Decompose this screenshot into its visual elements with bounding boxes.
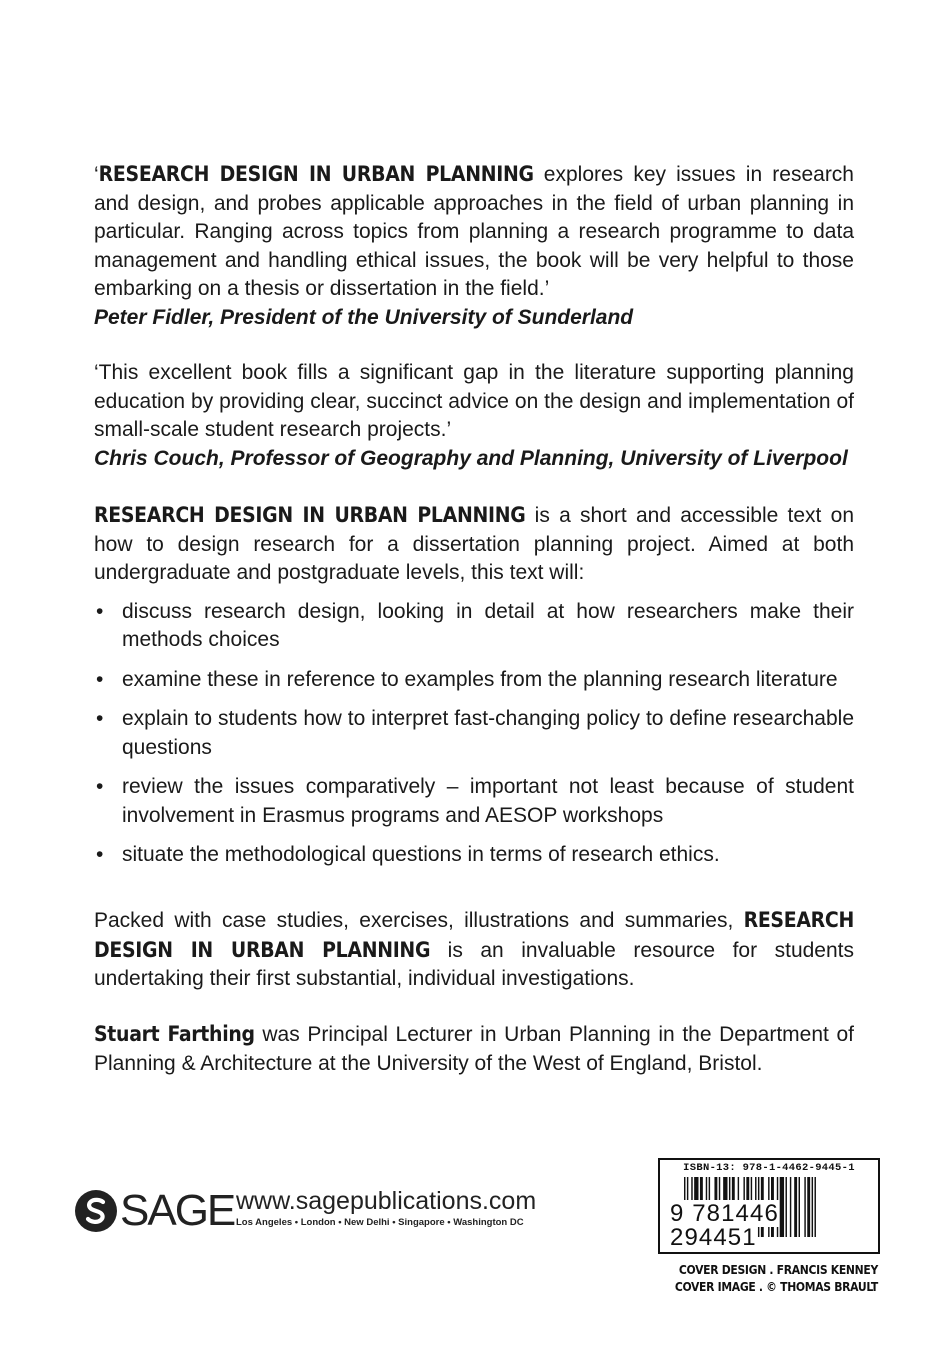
barcode-digits [670, 1202, 872, 1250]
bullet-text: situate the methodological questions in terms of research ethics. [122, 843, 720, 866]
quote-1-open-mark: ‘ [94, 163, 99, 186]
bullet-text: discuss research design, looking in detail at how researchers make their methods choices [122, 599, 854, 651]
quote-1-book-title: RESEARCH DESIGN IN URBAN PLANNING [98, 162, 534, 186]
author-bio [94, 1020, 854, 1078]
quote-2 [94, 359, 854, 473]
description-text: is a short and accessible text on how to design research for a dissertation planning project. Aimed at both undergraduate and postgraduate levels, this text will: [94, 504, 854, 584]
bullet-text: review the issues comparatively – important not least because of student involvement in Erasmus programs and AESOP workshops [122, 775, 854, 827]
author-bio-text: was Principal Lecturer in Urban Planning in the Department of Planning & Architecture at the University of the West of England, Bristol. [94, 1023, 854, 1075]
bullet-text: explain to students how to interpret fast-changing policy to define researchable questions [122, 707, 854, 759]
publisher-cities: Los Angeles • London • New Delhi • Singapore • Washington DC [236, 1217, 524, 1228]
bullet-icon: • [96, 775, 104, 798]
book-description [94, 501, 854, 881]
bullet-icon: • [96, 599, 104, 623]
list-item [94, 705, 854, 762]
bullet-text: examine these in reference to examples from the planning research literature [122, 667, 838, 691]
quote-1-body [94, 160, 854, 304]
summary-book-title: RESEARCH DESIGN IN URBAN PLANNING [94, 908, 854, 962]
barcode-digits-text: 9 781446 294451 [670, 1200, 779, 1251]
bullet-icon: • [96, 707, 104, 730]
summary-text-after: is an invaluable resource for students undertaking their first substantial, individual investigations. [94, 938, 854, 990]
quote-2-text: ‘This excellent book fills a significant gap in the literature supporting planning education by providing clear, succinct advice on the design and implementation of small-scale student research projects.’ [94, 361, 854, 441]
quote-1 [94, 160, 854, 332]
list-item [94, 773, 854, 830]
cover-design-credit: COVER DESIGN . FRANCIS KENNEY [678, 1263, 878, 1277]
isbn-label: ISBN-13: 978-1-4462-9445-1 [683, 1162, 855, 1174]
description-intro [94, 501, 854, 588]
summary-text-before: Packed with case studies, exercises, illustrations and summaries, [94, 909, 744, 932]
cover-image-credit: COVER IMAGE . © THOMAS BRAULT [674, 1280, 878, 1294]
isbn-barcode [658, 1158, 880, 1254]
sage-s-circle-icon [74, 1189, 118, 1233]
cover-credits [675, 1262, 878, 1296]
quote-1-attribution: Peter Fidler, President of the University of Sunderland [94, 305, 634, 329]
list-item [94, 666, 854, 695]
publisher-web [236, 1187, 536, 1228]
summary-paragraph [94, 906, 854, 994]
publisher-url[interactable]: www.sagepublications.com [236, 1187, 537, 1215]
description-book-title: RESEARCH DESIGN IN URBAN PLANNING [94, 503, 526, 527]
author-name: Stuart Farthing [94, 1022, 255, 1046]
bullet-icon: • [96, 843, 104, 866]
description-bullet-list [94, 598, 854, 870]
publisher-logo [74, 1188, 234, 1234]
list-item [94, 598, 854, 655]
bullet-icon: • [96, 667, 104, 691]
quote-2-attribution: Chris Couch, Professor of Geography and Planning, University of Liverpool [94, 446, 848, 470]
list-item [94, 841, 854, 870]
publisher-logo-text: SAGE [120, 1186, 235, 1235]
quote-1-text: explores key issues in research and design, and probes applicable approaches in the field of urban planning in particular. Ranging across topics from planning a research programme to data management and handling ethical issues, the book will be very helpful to those embarking on a thesis or dissertation in the field.’ [94, 163, 854, 300]
